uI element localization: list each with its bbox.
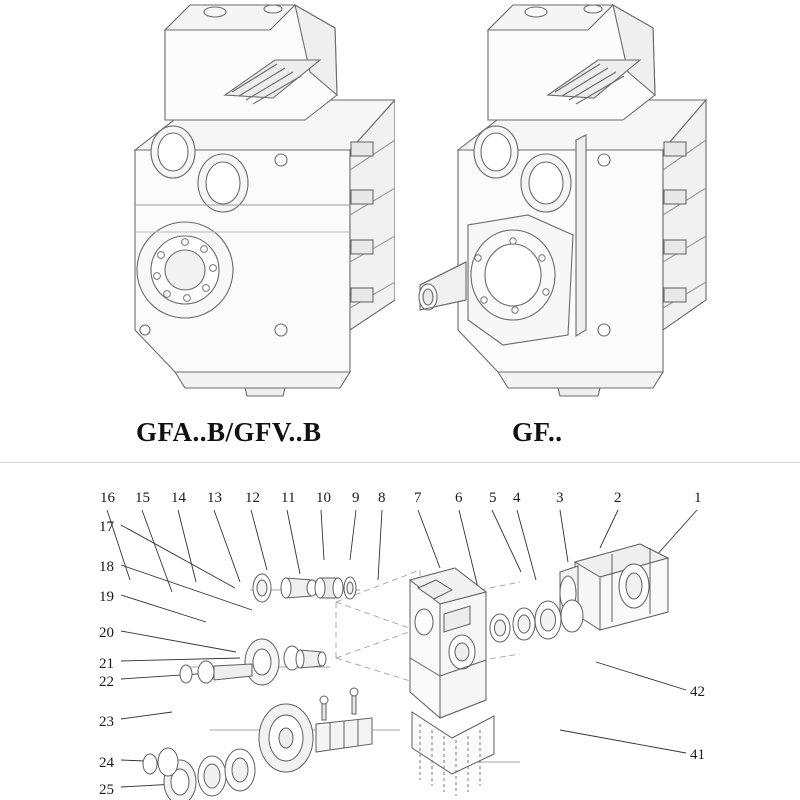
callout-25: 25 — [99, 782, 114, 798]
callout-22: 22 — [99, 674, 114, 690]
callout-3: 3 — [556, 490, 564, 506]
callout-23: 23 — [99, 714, 114, 730]
callout-15: 15 — [135, 490, 150, 506]
gearbox-view-gfa-b — [105, 0, 395, 400]
callout-41: 41 — [690, 747, 705, 763]
callout-2: 2 — [614, 490, 622, 506]
callout-9: 9 — [352, 490, 360, 506]
caption-gfa-b-gfv-b: GFA..B/GFV..B — [136, 417, 322, 447]
callout-13: 13 — [207, 490, 222, 506]
callout-5: 5 — [489, 490, 497, 506]
callout-24: 24 — [99, 755, 114, 771]
callout-18: 18 — [99, 559, 114, 575]
callout-20: 20 — [99, 625, 114, 641]
caption-gf: GF.. — [512, 417, 563, 447]
gearbox-view-gf — [408, 0, 708, 400]
exploded-parts-view — [0, 462, 800, 800]
callout-6: 6 — [455, 490, 463, 506]
callout-19: 19 — [99, 589, 114, 605]
leader-lines — [0, 462, 800, 800]
callout-7: 7 — [414, 490, 422, 506]
callout-21: 21 — [99, 656, 114, 672]
callout-12: 12 — [245, 490, 260, 506]
callout-1: 1 — [694, 490, 702, 506]
callout-17: 17 — [99, 519, 114, 535]
callout-10: 10 — [316, 490, 331, 506]
callout-4: 4 — [513, 490, 521, 506]
callout-11: 11 — [281, 490, 296, 506]
callout-14: 14 — [171, 490, 186, 506]
callout-42: 42 — [690, 684, 705, 700]
callout-8: 8 — [378, 490, 386, 506]
callout-16: 16 — [100, 490, 115, 506]
